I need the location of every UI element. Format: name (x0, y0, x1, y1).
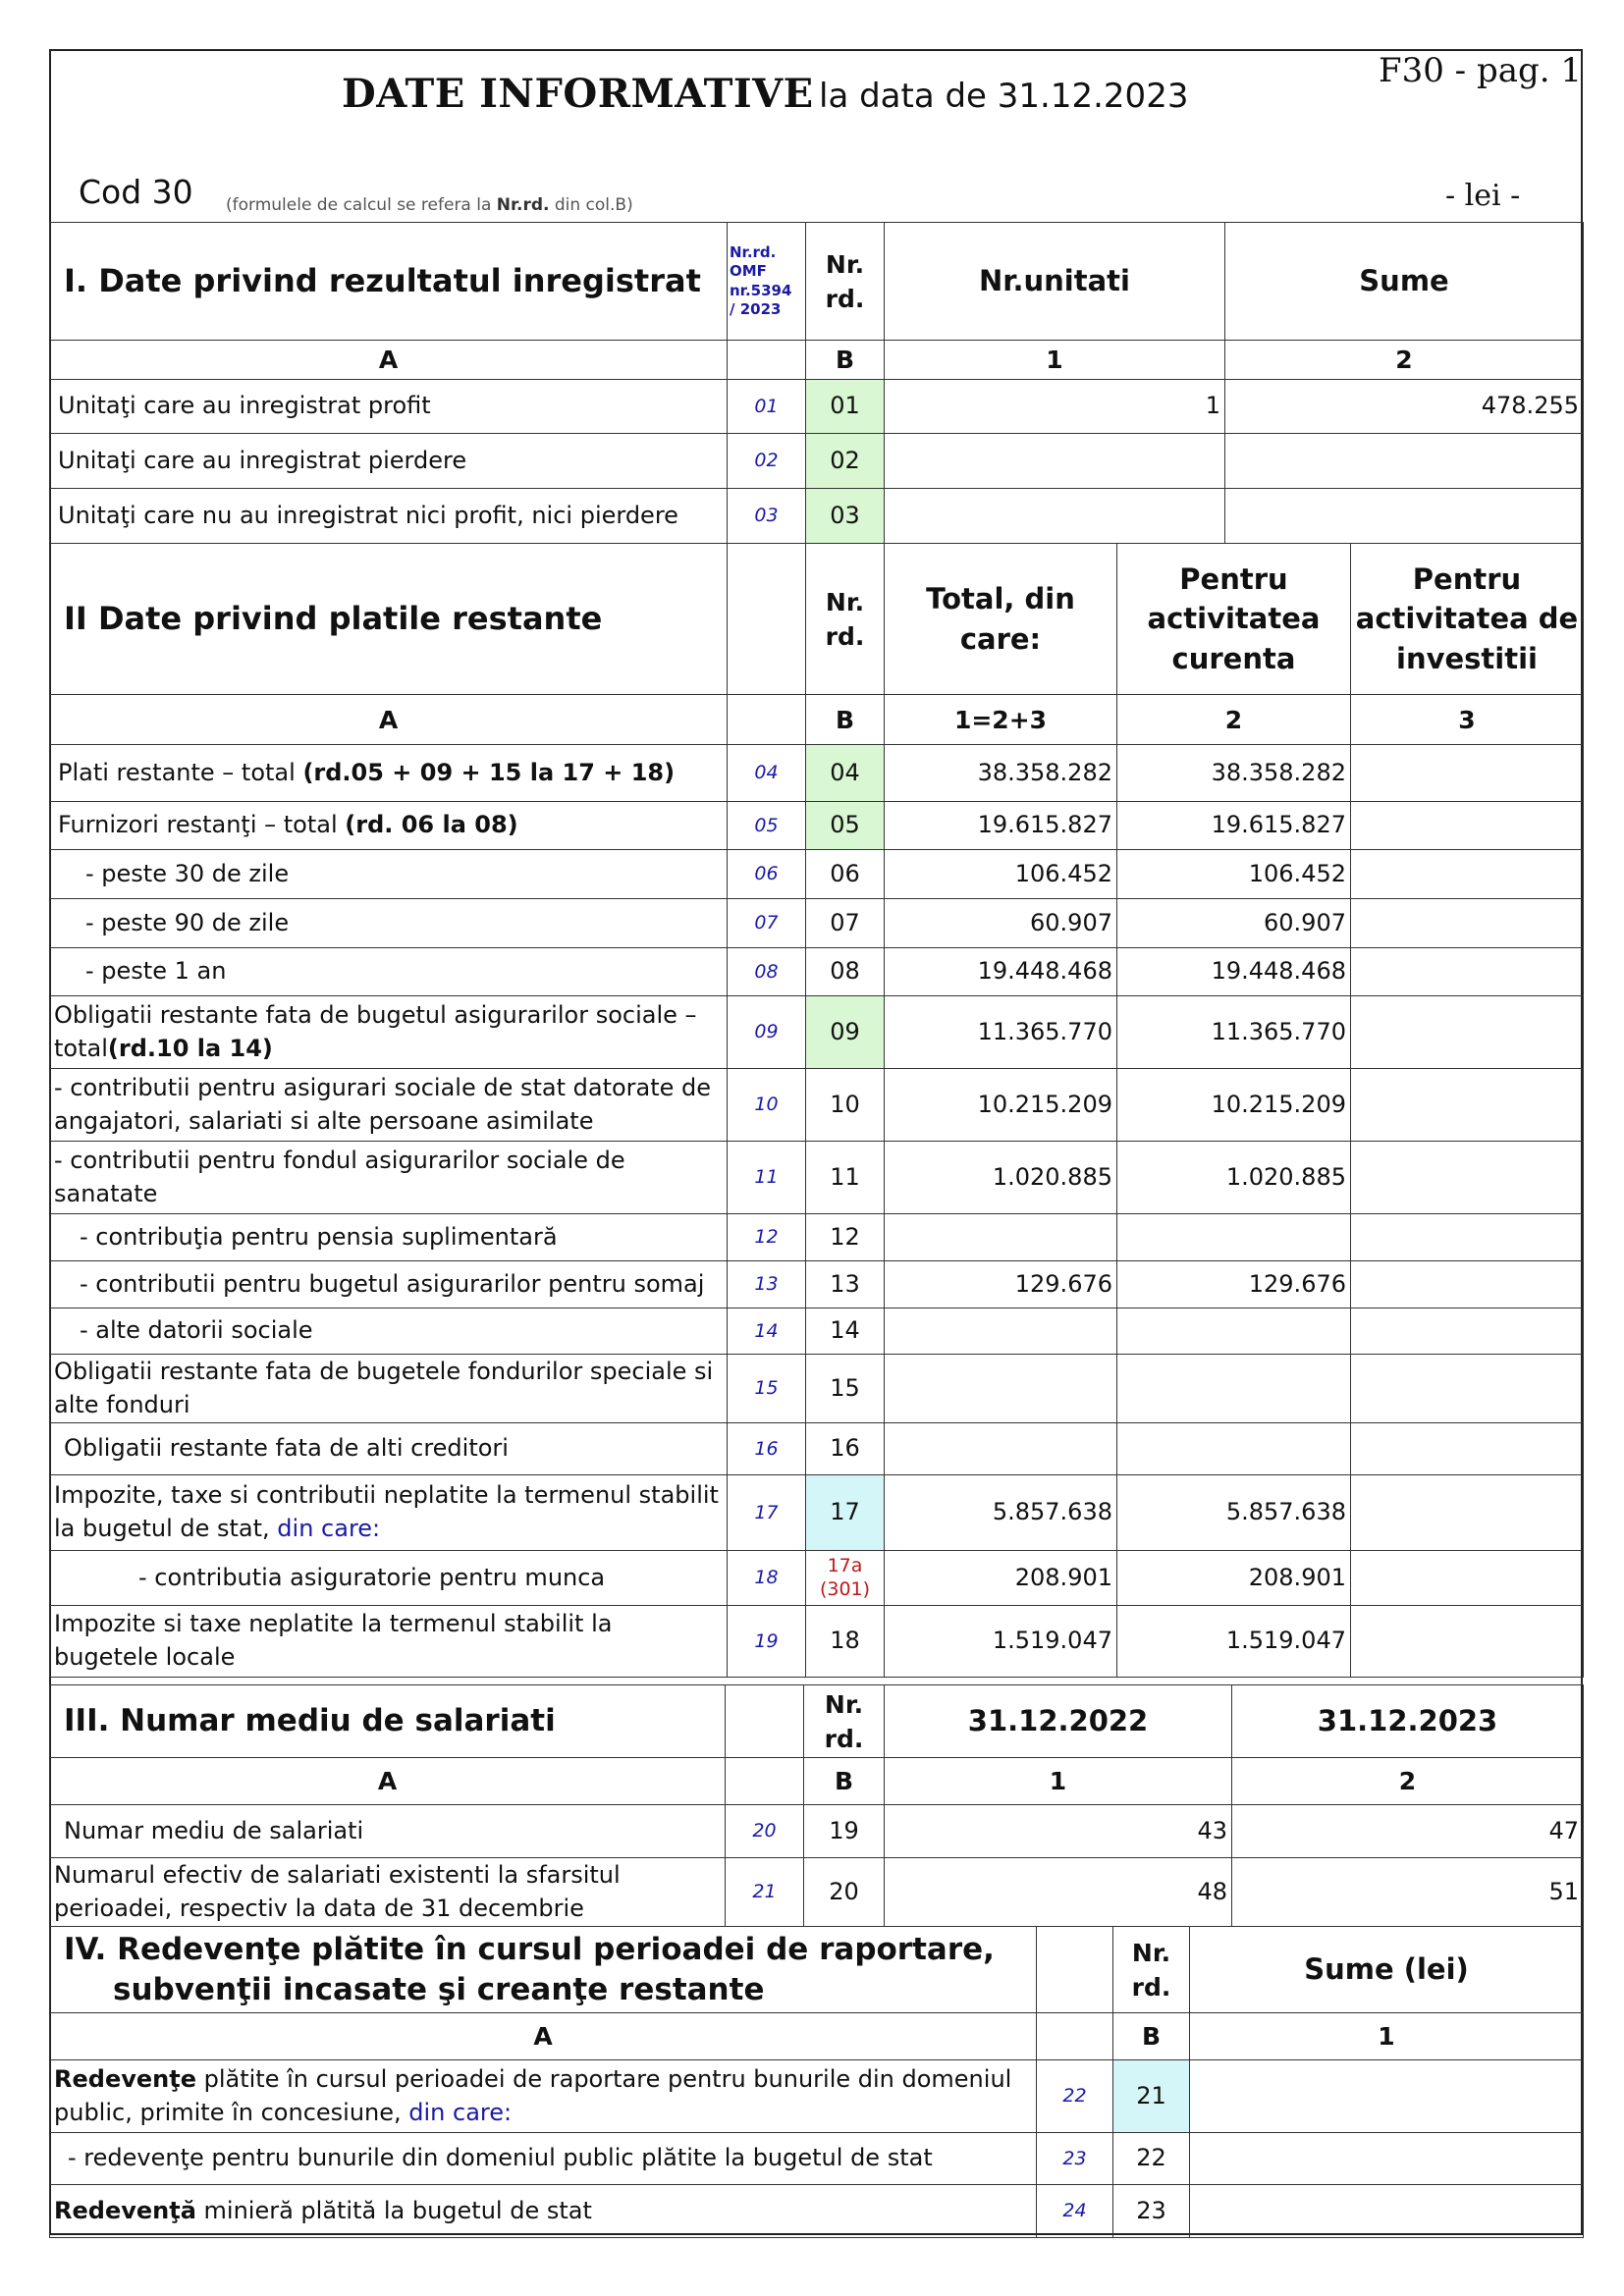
value-cell[interactable]: 19.615.827 (1117, 802, 1351, 850)
value-cell[interactable] (1351, 1308, 1584, 1355)
omf-number: 15 (728, 1355, 806, 1423)
col-header-total: Total, din care: (885, 544, 1117, 695)
col-index: B (1113, 2013, 1190, 2060)
row-number: 04 (806, 745, 885, 802)
row-number: 19 (804, 1805, 885, 1858)
row-label: Impozite si taxe neplatite la termenul stabilit la bugetele locale (50, 1606, 728, 1678)
value-cell[interactable] (885, 1423, 1117, 1475)
row-label: Redevenţă minieră plătită la bugetul de stat (50, 2185, 1037, 2238)
nr-header: Nr. rd. (806, 223, 885, 341)
value-cell[interactable]: 19.615.827 (885, 802, 1117, 850)
table-row (50, 745, 1584, 802)
omf-number: 17 (728, 1475, 806, 1551)
omf-number: 05 (728, 802, 806, 850)
table-row (50, 996, 1584, 1069)
omf-number: 04 (728, 745, 806, 802)
table-row (50, 489, 1584, 544)
omf-number: 11 (728, 1142, 806, 1214)
col-index: 3 (1351, 695, 1584, 745)
value-cell[interactable]: 5.857.638 (1117, 1475, 1351, 1551)
col-index: A (50, 695, 728, 745)
row-number: 17 (806, 1475, 885, 1551)
value-cell[interactable]: 11.365.770 (885, 996, 1117, 1069)
value-cell[interactable]: 19.448.468 (885, 948, 1117, 996)
table-row (50, 1355, 1584, 1423)
table-row (50, 1423, 1584, 1475)
omf-number: 02 (728, 434, 806, 489)
section-1-table (49, 222, 1584, 544)
value-cell[interactable]: 1.020.885 (1117, 1142, 1351, 1214)
row-number: 20 (804, 1858, 885, 1927)
table-row (50, 1551, 1584, 1606)
section-1-heading: I. Date privind rezultatul inregistrat (50, 223, 728, 341)
row-number: 01 (806, 380, 885, 434)
table-row (50, 1858, 1584, 1927)
col-header-units: Nr.unitati (885, 223, 1225, 341)
row-number: 03 (806, 489, 885, 544)
table-row (50, 1214, 1584, 1261)
omf-header (728, 544, 806, 695)
table-row (50, 2060, 1584, 2133)
value-cell[interactable] (1190, 2185, 1584, 2238)
value-cell[interactable] (1225, 489, 1584, 544)
row-label: Numar mediu de salariati (50, 1805, 726, 1858)
value-cell[interactable]: 129.676 (1117, 1261, 1351, 1308)
table-row (50, 1261, 1584, 1308)
table-row (50, 380, 1584, 434)
row-label: Unitaţi care nu au inregistrat nici profit, nici pierdere (50, 489, 728, 544)
section-4-table (49, 1926, 1584, 2238)
table-row (50, 2133, 1584, 2185)
value-cell[interactable]: 38.358.282 (1117, 745, 1351, 802)
row-label: Impozite, taxe si contributii neplatite la termenul stabilit la bugetul de stat, din care: (50, 1475, 728, 1551)
col-header-2022: 31.12.2022 (885, 1685, 1232, 1758)
col-index: 1 (885, 1758, 1232, 1805)
omf-header (726, 1685, 804, 1758)
row-label: Furnizori restanţi – total (rd. 06 la 08) (50, 802, 728, 850)
col-index (726, 1758, 804, 1805)
row-label: - alte datorii sociale (50, 1308, 728, 1355)
value-cell[interactable] (1351, 948, 1584, 996)
row-number: 14 (806, 1308, 885, 1355)
formula-note: (formulele de calcul se refera la Nr.rd. din col.B) (226, 195, 633, 215)
omf-number: 13 (728, 1261, 806, 1308)
col-index: 1=2+3 (885, 695, 1117, 745)
table-row (50, 850, 1584, 899)
omf-number: 22 (1037, 2060, 1113, 2133)
col-index: 2 (1117, 695, 1351, 745)
table-row (50, 1308, 1584, 1355)
value-cell[interactable] (1351, 850, 1584, 899)
row-number: 07 (806, 899, 885, 948)
row-label: - contribuţia pentru pensia suplimentară (50, 1214, 728, 1261)
omf-number: 21 (726, 1858, 804, 1927)
value-cell[interactable] (1190, 2060, 1584, 2133)
table-row (50, 2185, 1584, 2238)
value-cell[interactable] (885, 1308, 1117, 1355)
section-3-heading: III. Numar mediu de salariati (50, 1685, 726, 1758)
omf-number: 19 (728, 1606, 806, 1678)
row-number: 06 (806, 850, 885, 899)
report-date: la data de 31.12.2023 (819, 77, 1189, 116)
value-cell[interactable]: 60.907 (1117, 899, 1351, 948)
value-cell[interactable] (885, 489, 1225, 544)
value-cell[interactable]: 5.857.638 (885, 1475, 1117, 1551)
row-label: - contributii pentru asigurari sociale de stat datorate de angajatori, salariati si alte persoane asimilate (50, 1069, 728, 1142)
row-label: - redevenţe pentru bunurile din domeniul public plătite la bugetul de stat (50, 2133, 1037, 2185)
value-cell[interactable]: 1.519.047 (1117, 1606, 1351, 1678)
omf-header (1037, 1927, 1113, 2013)
row-number: 22 (1113, 2133, 1190, 2185)
col-index: B (804, 1758, 885, 1805)
row-label: - contributii pentru bugetul asigurarilor pentru somaj (50, 1261, 728, 1308)
row-label: - peste 1 an (50, 948, 728, 996)
table-row (50, 434, 1584, 489)
row-number: 02 (806, 434, 885, 489)
col-index: 2 (1225, 341, 1584, 380)
row-number: 09 (806, 996, 885, 1069)
page-number: F30 - pag. 1 (1379, 51, 1583, 90)
col-index: A (50, 341, 728, 380)
row-label: - peste 90 de zile (50, 899, 728, 948)
omf-number: 16 (728, 1423, 806, 1475)
row-number: 08 (806, 948, 885, 996)
row-number: 12 (806, 1214, 885, 1261)
col-header-2023: 31.12.2023 (1232, 1685, 1584, 1758)
row-number: 11 (806, 1142, 885, 1214)
value-cell[interactable] (1190, 2133, 1584, 2185)
value-cell[interactable]: 43 (885, 1805, 1232, 1858)
nr-header: Nr. rd. (1113, 1927, 1190, 2013)
omf-number: 20 (726, 1805, 804, 1858)
value-cell[interactable]: 1.020.885 (885, 1142, 1117, 1214)
value-cell[interactable] (1351, 899, 1584, 948)
table-row (50, 1805, 1584, 1858)
table-row (50, 1475, 1584, 1551)
row-number: 21 (1113, 2060, 1190, 2133)
value-cell[interactable]: 478.255 (1225, 380, 1584, 434)
col-index: B (806, 695, 885, 745)
table-row (50, 899, 1584, 948)
row-label: - contributia asiguratorie pentru munca (50, 1551, 728, 1606)
section-3-table (49, 1684, 1584, 1927)
omf-number: 14 (728, 1308, 806, 1355)
section-2-table (49, 543, 1584, 1678)
row-label: - contributii pentru fondul asigurarilor sociale de sanatate (50, 1142, 728, 1214)
row-number: 18 (806, 1606, 885, 1678)
table-row (50, 948, 1584, 996)
value-cell[interactable]: 11.365.770 (1117, 996, 1351, 1069)
row-label: Redevenţe plătite în cursul perioadei de raportare pentru bunurile din domeniul public, primite în concesiune, din care: (50, 2060, 1037, 2133)
value-cell[interactable]: 19.448.468 (1117, 948, 1351, 996)
value-cell[interactable] (1351, 745, 1584, 802)
value-cell[interactable]: 208.901 (885, 1551, 1117, 1606)
omf-number: 12 (728, 1214, 806, 1261)
col-index (728, 341, 806, 380)
col-index: A (50, 1758, 726, 1805)
value-cell[interactable] (1351, 802, 1584, 850)
value-cell[interactable]: 10.215.209 (1117, 1069, 1351, 1142)
row-label: Plati restante – total (rd.05 + 09 + 15 la 17 + 18) (50, 745, 728, 802)
value-cell[interactable]: 1 (885, 380, 1225, 434)
row-number: 15 (806, 1355, 885, 1423)
value-cell[interactable]: 10.215.209 (885, 1069, 1117, 1142)
row-number: 23 (1113, 2185, 1190, 2238)
row-label: Unitaţi care au inregistrat profit (50, 380, 728, 434)
omf-header: Nr.rd. OMF nr.5394 / 2023 (728, 223, 806, 341)
nr-header: Nr. rd. (806, 544, 885, 695)
col-index: 1 (885, 341, 1225, 380)
value-cell[interactable] (1225, 434, 1584, 489)
value-cell[interactable] (1351, 1475, 1584, 1551)
value-cell[interactable]: 208.901 (1117, 1551, 1351, 1606)
value-cell[interactable]: 106.452 (1117, 850, 1351, 899)
value-cell[interactable] (1117, 1214, 1351, 1261)
value-cell[interactable]: 48 (885, 1858, 1232, 1927)
omf-number: 09 (728, 996, 806, 1069)
value-cell[interactable] (1351, 1214, 1584, 1261)
row-number: 10 (806, 1069, 885, 1142)
value-cell[interactable]: 38.358.282 (885, 745, 1117, 802)
value-cell[interactable] (885, 1214, 1117, 1261)
table-row (50, 1142, 1584, 1214)
omf-number: 06 (728, 850, 806, 899)
col-index (728, 695, 806, 745)
col-index: 1 (1190, 2013, 1584, 2060)
row-label: Unitaţi care au inregistrat pierdere (50, 434, 728, 489)
omf-number: 23 (1037, 2133, 1113, 2185)
omf-number: 03 (728, 489, 806, 544)
value-cell[interactable] (1351, 1606, 1584, 1678)
omf-number: 18 (728, 1551, 806, 1606)
currency-label: - lei - (1445, 179, 1521, 213)
form-code: Cod 30 (79, 173, 193, 211)
value-cell[interactable]: 47 (1232, 1805, 1584, 1858)
row-number: 13 (806, 1261, 885, 1308)
row-number: 17a (301) (806, 1551, 885, 1606)
nr-header: Nr. rd. (804, 1685, 885, 1758)
table-row (50, 1606, 1584, 1678)
row-number: 05 (806, 802, 885, 850)
col-header-sums: Sume (1225, 223, 1584, 341)
omf-number: 10 (728, 1069, 806, 1142)
section-2-heading: II Date privind platile restante (50, 544, 728, 695)
col-index: 2 (1232, 1758, 1584, 1805)
value-cell[interactable]: 60.907 (885, 899, 1117, 948)
section-4-heading: IV. Redevenţe plătite în cursul perioadei de raportare, subvenţii incasate şi creanţe restante (50, 1927, 1037, 2013)
value-cell[interactable] (1351, 1069, 1584, 1142)
value-cell[interactable] (1351, 1142, 1584, 1214)
omf-number: 24 (1037, 2185, 1113, 2238)
omf-number: 08 (728, 948, 806, 996)
row-label: Obligatii restante fata de bugetul asigurarilor sociale – total(rd.10 la 14) (50, 996, 728, 1069)
value-cell[interactable] (1117, 1308, 1351, 1355)
col-index: B (806, 341, 885, 380)
omf-number: 07 (728, 899, 806, 948)
value-cell[interactable] (885, 1355, 1117, 1423)
col-header-sums-lei: Sume (lei) (1190, 1927, 1584, 2013)
value-cell[interactable]: 51 (1232, 1858, 1584, 1927)
row-label: - peste 30 de zile (50, 850, 728, 899)
value-cell[interactable] (1351, 996, 1584, 1069)
col-index (1037, 2013, 1113, 2060)
value-cell[interactable] (1117, 1423, 1351, 1475)
value-cell[interactable]: 1.519.047 (885, 1606, 1117, 1678)
value-cell[interactable] (885, 434, 1225, 489)
col-header-current: Pentru activitatea curenta (1117, 544, 1351, 695)
value-cell[interactable] (1351, 1551, 1584, 1606)
value-cell[interactable] (1351, 1355, 1584, 1423)
value-cell[interactable] (1117, 1355, 1351, 1423)
col-header-investment: Pentru activitatea de investitii (1351, 544, 1584, 695)
row-number: 16 (806, 1423, 885, 1475)
col-index: A (50, 2013, 1037, 2060)
row-label: Numarul efectiv de salariati existenti la sfarsitul perioadei, respectiv la data de 31 decembrie (50, 1858, 726, 1927)
table-row (50, 1069, 1584, 1142)
row-label: Obligatii restante fata de alti creditori (50, 1423, 728, 1475)
omf-number: 01 (728, 380, 806, 434)
value-cell[interactable]: 106.452 (885, 850, 1117, 899)
value-cell[interactable] (1351, 1261, 1584, 1308)
form-title: DATE INFORMATIVE (342, 71, 814, 117)
value-cell[interactable] (1351, 1423, 1584, 1475)
table-row (50, 802, 1584, 850)
value-cell[interactable]: 129.676 (885, 1261, 1117, 1308)
row-label: Obligatii restante fata de bugetele fondurilor speciale si alte fonduri (50, 1355, 728, 1423)
